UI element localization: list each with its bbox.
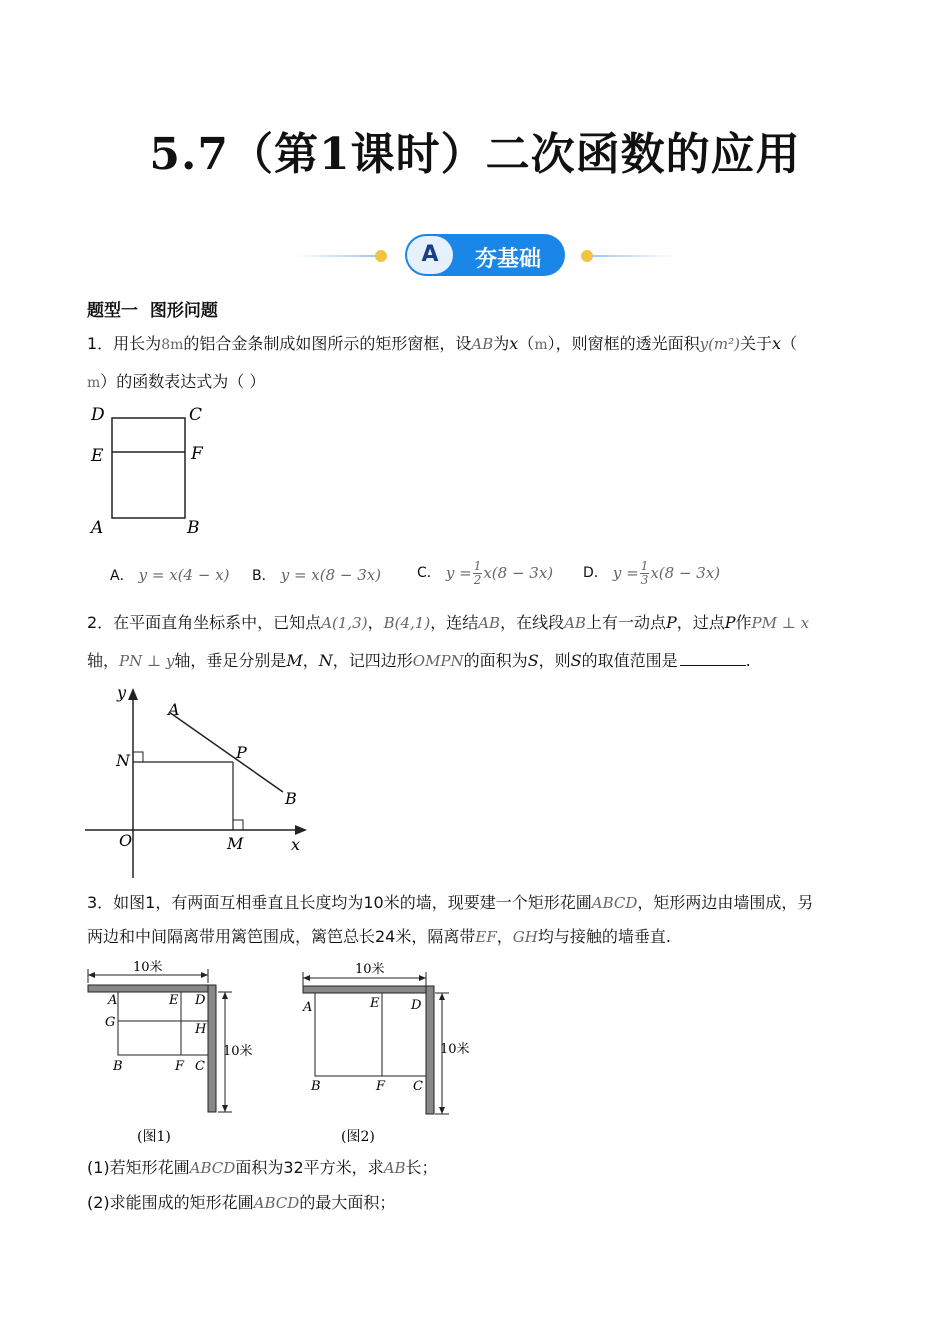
q3-sub2: (2)求能围成的矩形花圃ABCD的最大面积； bbox=[87, 1193, 396, 1212]
fig1-label-E: E bbox=[169, 993, 179, 1008]
fig2-label-E: E bbox=[370, 996, 380, 1011]
label-M: M bbox=[227, 834, 244, 853]
label-A: A bbox=[168, 700, 180, 719]
label-E: E bbox=[91, 446, 104, 466]
window-frame bbox=[112, 418, 185, 518]
q1-option-d[interactable]: D． y = $\frac{1}{3}$ x(8 − 3x) bbox=[583, 558, 721, 587]
dim-label-side: 10米 bbox=[440, 1042, 470, 1057]
q3-line2: 两边和中间隔离带用篱笆围成，篱笆总长24米，隔离带EF，GH均与接触的墙垂直. bbox=[87, 927, 671, 946]
fig1-label-H: H bbox=[195, 1022, 207, 1037]
wall-right bbox=[426, 986, 434, 1114]
fig1-label-D: D bbox=[195, 993, 206, 1008]
dim-label-top: 10米 bbox=[133, 960, 163, 975]
q1-line1: 1．用长为8m的铝合金条制成如图所示的矩形窗框，设AB为x（m），则窗框的透光面积y(m²)关于x（ bbox=[87, 334, 798, 353]
q2-coordinate-graph bbox=[85, 682, 315, 882]
fraction-third: $\frac{1}{3}$ bbox=[640, 558, 649, 587]
fig1-label-A: A bbox=[108, 993, 118, 1008]
wall-top bbox=[303, 986, 434, 993]
q2-line1: 2．在平面直角坐标系中，已知点A(1,3)，B(4,1)，连结AB，在线段AB上有一动点P，过点P作PM ⊥ x bbox=[87, 613, 810, 632]
fraction-half: $\frac{1}{2}$ bbox=[473, 558, 482, 587]
fig2-caption: (图2) bbox=[341, 1129, 375, 1145]
q3-figure-2 bbox=[300, 955, 480, 1150]
dim-label-top: 10米 bbox=[355, 962, 385, 977]
section-badge bbox=[290, 228, 680, 284]
label-x: x bbox=[291, 835, 301, 854]
fig1-label-F: F bbox=[175, 1059, 185, 1074]
label-y: y bbox=[117, 683, 127, 702]
label-F: F bbox=[191, 444, 203, 464]
badge-label: 夯基础 bbox=[474, 247, 541, 272]
fig1-label-B: B bbox=[113, 1059, 123, 1074]
q1-window-figure bbox=[87, 400, 217, 540]
q1-option-b[interactable]: B． y = x(8 − 3x) bbox=[252, 566, 382, 584]
fig2-label-A: A bbox=[303, 1000, 313, 1015]
fig2-label-C: C bbox=[413, 1079, 423, 1094]
q2-line2: 轴，PN ⊥ y轴，垂足分别是M，N，记四边形OMPN的面积为S，则S的取值范围是 . bbox=[87, 651, 751, 670]
right-angle-M bbox=[233, 820, 243, 830]
fig2-label-D: D bbox=[411, 998, 422, 1013]
fig1-label-G: G bbox=[105, 1015, 116, 1030]
right-angle-N bbox=[133, 752, 143, 762]
label-A: A bbox=[91, 518, 104, 538]
label-N: N bbox=[116, 751, 130, 770]
q3-figure-1 bbox=[85, 955, 260, 1150]
label-B: B bbox=[187, 518, 200, 538]
badge-letter: A bbox=[421, 242, 439, 267]
q1-option-c[interactable]: C． y = $\frac{1}{2}$ x(8 − 3x) bbox=[417, 558, 554, 587]
q1-option-a[interactable]: A． y = x(4 − x) bbox=[110, 566, 230, 584]
page-title: 5.7（第1课时）二次函数的应用 bbox=[149, 129, 801, 180]
x-axis-arrow bbox=[295, 825, 307, 835]
label-D: D bbox=[91, 405, 105, 425]
label-P: P bbox=[236, 743, 247, 762]
section-heading: 题型一 图形问题 bbox=[87, 301, 218, 321]
dim-label-side: 10米 bbox=[223, 1044, 253, 1059]
wall-right bbox=[208, 985, 216, 1112]
label-C: C bbox=[189, 405, 203, 425]
fig1-label-C: C bbox=[195, 1059, 205, 1074]
q3-sub1: (1)若矩形花圃ABCD面积为32平方米，求AB长； bbox=[87, 1158, 438, 1177]
q3-line1: 3．如图1，有两面互相垂直且长度均为10米的墙，现要建一个矩形花圃ABCD，矩形两边由墙围成，另 bbox=[87, 893, 814, 912]
fig2-label-B: B bbox=[311, 1079, 321, 1094]
fig2-label-F: F bbox=[376, 1079, 386, 1094]
segment-AB bbox=[169, 712, 283, 792]
y-axis-arrow bbox=[128, 688, 138, 700]
label-B: B bbox=[285, 789, 297, 808]
answer-blank[interactable] bbox=[680, 651, 746, 666]
label-O: O bbox=[119, 831, 133, 850]
q1-line2: m）的函数表达式为（ ） bbox=[87, 372, 266, 391]
fig1-caption: (图1) bbox=[137, 1129, 171, 1145]
wall-top bbox=[88, 985, 216, 992]
